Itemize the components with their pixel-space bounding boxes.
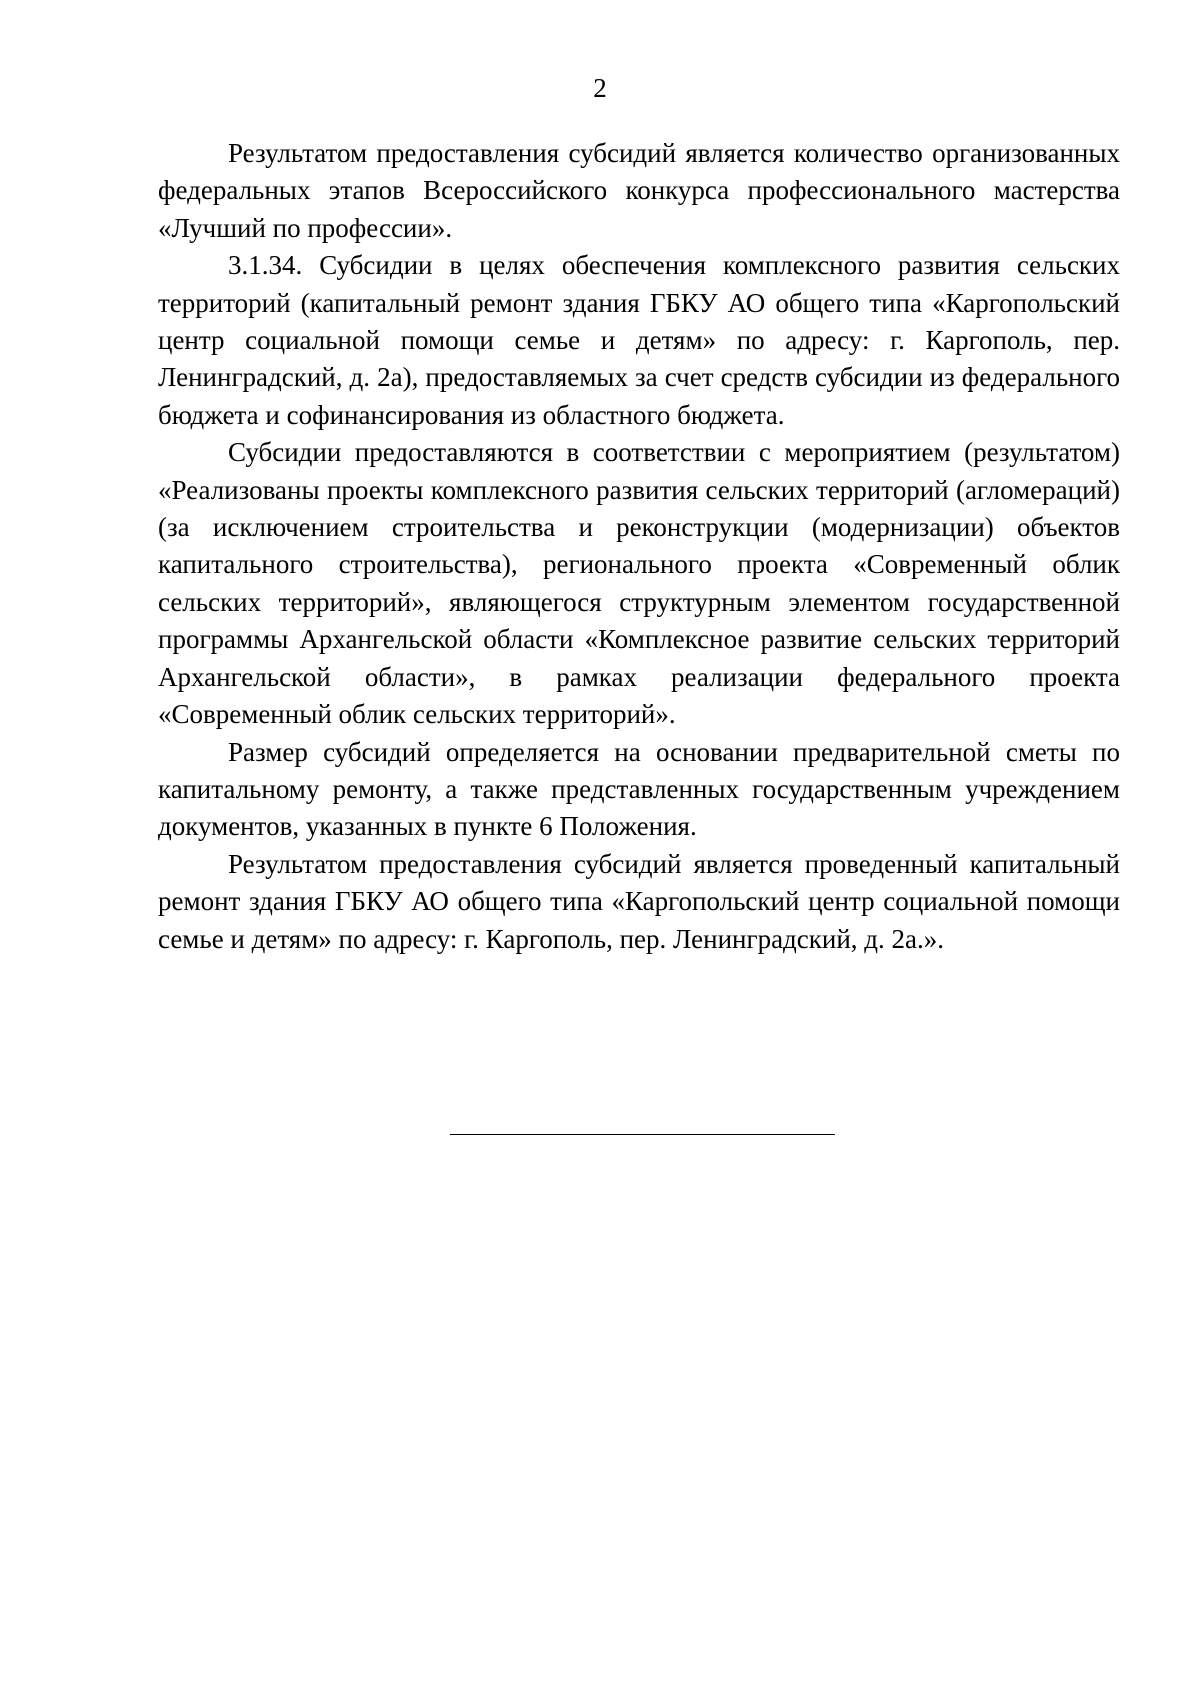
paragraph-result-repair: Результатом предоставления субсидий является проведенный капитальный ремонт здания ГБКУ АО общего типа «Каргопольский центр социальной помощи семье и детям» по адресу: г. Каргополь, пер. Ленинградский, д. 2а.». [158,848,1120,954]
paragraph-section-3-1-34: 3.1.34. Субсидии в целях обеспечения комплексного развития сельских территорий (капитальный ремонт здания ГБКУ АО общего типа «Каргопольский центр социальной помощи семье и детям» по адресу: г. Каргополь, пер. Ленинградский, д. 2а), предоставляемых за счет средств субсидии из федерального бюджета и софинансирования из областного бюджета. [158,250,1120,430]
paragraph-subsidy-amount: Размер субсидий определяется на основании предварительной сметы по капитальному ремонту, а также представленных государственным учреждением документов, указанных в пункте 6 Положения. [158,736,1120,842]
paragraph-result-competition: Результатом предоставления субсидий является количество организованных федеральных этапов Всероссийского конкурса профессионального мастерства «Лучший по профессии». [158,138,1120,243]
closing-rule-divider [450,1134,835,1135]
paragraph-subsidies-provision: Субсидии предоставляются в соответствии с мероприятием (результатом) «Реализованы проекты комплексного развития сельских территорий (агломераций) (за исключением строительства и реконструкции (модернизации) объектов капитального строительства), регионального проекта «Современный облик сельских территорий», являющегося структурным элементом государственной программы Архангельской области «Комплексное развитие сельских территорий Архангельской области», в рамках реализации федерального проекта «Современный облик сельских территорий». [158,437,1120,730]
document-body [158,135,1120,958]
page-number: 2 [593,73,607,103]
